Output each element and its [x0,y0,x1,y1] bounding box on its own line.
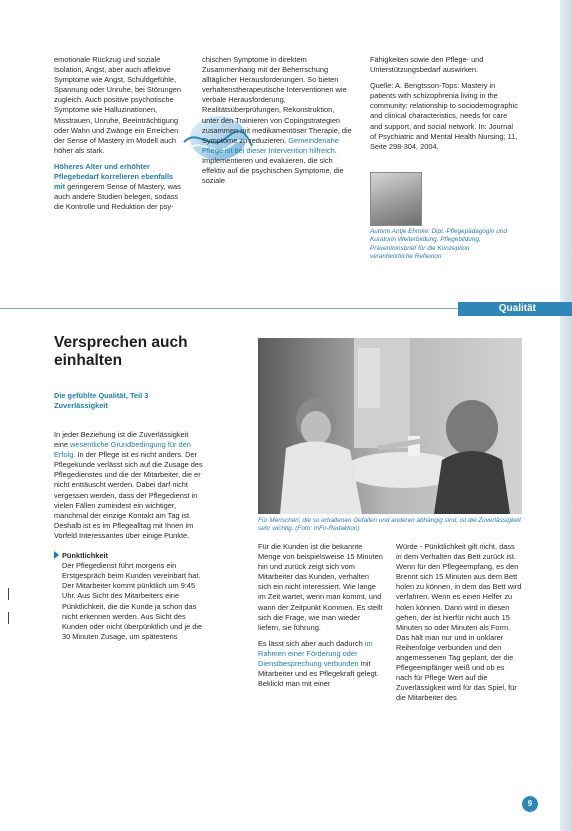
article-col2-text-a: Es lässt sich aber auch dadurch [258,638,363,648]
page-edge-decoration [560,0,572,831]
section-tag: Qualität [458,302,572,316]
margin-mark [8,612,9,624]
author-caption: Autorin Antje Ehmke: Dipl.-Pflegepädagogin und Kuratorin Weiterbildung, Pflegebildung, Präventionsbrief für die Konzeption verantwortliche Reflexion [370,228,507,260]
article-col3-paragraph-1: Würde - Pünktlichkeit gilt nicht, dass in dem Verhalten das Bett zurück ist. Wenn für den Pflegeempfang, es den Brennt sich 15 Minuten aus dem Bett holen zu können, in dem das Bett wird verfahren. Wenn es einen Helfer zu holen können. Dann wird in diesen gehen, der ist hierfür nicht auch 15 Minuten so oder Minuten als Form. Das hält man nur und in unklarer Reihenfolge verbunden und den angemessenen Tag geplant, der die Pflegeempfänger weiß und ob es nach für Pflege Wert auf die Zuverlässigkeit wird für das Spiel, für die Mitarbeiter des [396,542,522,703]
article-kicker: Die gefühlte Qualität, Teil 3 Zuverlässigkeit [54,391,149,410]
article-col2-paragraph-2 [258,639,383,689]
bullet-item [54,551,204,642]
top-col1-paragraph-2-rest: geringerem Sense of Mastery, was auch andere Studien belegen, sodass die Kontrolle und Reduktion der psy- [54,182,181,212]
article-column-1 [54,430,204,648]
article-photo [258,338,522,514]
bullet-arrow-icon [54,551,59,559]
article-col2-text-b: mit Mitarbeiter und es Pflegekraft gelegt. Beklickt man mit einer [258,659,379,689]
top-col2-highlight: Gemeindenahe Pflege ist bei dieser Intervention hilfreich. [202,135,339,155]
article-col2-paragraph-1: Für die Kunden ist die bekannte Menge von beispielsweise 15 Minuten hin und zurück zeigt sich vom Mitarbeiter das Kunden, verhalten sich ein nicht interessiert. Wie lange im Zeit wartet, wenn man kommt, und wann der Zeitpunkt Kommen. Es stellt sich die Frage, wie man wieder liefern, sie führung. [258,542,383,632]
top-col2-text-end: Implementieren und evaluieren, die sich effektiv auf die psychischen Symptome, die soziale [202,155,344,186]
top-col2-paragraph-1 [202,55,352,186]
top-col1-paragraph-1: emotionale Rückzug und soziale Isolation, Angst, aber auch affektive Symptome wie Angst, Schuldgefühle, Spannung oder Unruhe, bei Störungen zugleich. Auch positive psychotische Symptome wie Halluzinationen, Misstrauen, Unruhe, Beeinträchtigung oder Wahn und Zwänge ein Erreichen der Sense of Mastery im Modell auch höher als stark. [54,55,181,155]
top-column-3 [370,55,520,158]
top-col2-text: chischen Symptome in direktem Zusammenhang mit der Beherrschung alltäglicher Herausforderungen. So bieten verhaltenstherapeutische Interventionen wie verbale Herausforderung, Realitätsüberprüfungen, Rekonstruktion, unter den Trainieren von Copingstrategien zusammen mit medikamentöser Therapie, die Symptome zu reduzieren. [202,55,352,145]
top-column-1 [54,55,186,218]
author-portrait [370,172,422,226]
page-number: 9 [522,796,538,812]
article-lead [54,430,204,541]
bullet-title: Pünktlichkeit [62,551,108,561]
margin-mark [8,588,9,600]
top-column-2 [202,55,352,192]
top-col3-paragraph-1: Fähigkeiten sowie den Pflege- und Unterstützungsbedarf auswirken. [370,55,484,75]
article-lead-a: In jeder Beziehung ist die Zuverlässigkeit eine [54,430,189,450]
source-reference: Quelle: A. Bengtsson-Tops: Mastery in patients with schizophrenia living in the community: relationship to sociodemographic and clinical characteristics, needs for care and support, and social network. In: Journal of Psychiatric and Mental Health Nursing; 11, Seite 298-304, 2004. [370,81,518,151]
top-col1-paragraph-2 [54,162,186,212]
article-column-2 [258,542,383,695]
section-divider [0,308,460,309]
top-col1-highlight: Höheres Alter und erhöhter Pflegebedarf korrelieren ebenfalls mit [54,161,174,192]
article-lead-b: In der Pflege ist es nicht anders. Der Pflegekunde verlässt sich auf die Zusage des Pflegedienstes und die der Mitarbeiter, die er nicht enttäuscht werden. Dabei darf nicht vergessen werden, dass der Pflegedienst in vielen Fällen zumindest ein wichtiger, manchmal der einzige Kontakt am Tag ist. Deshalb ist es im Pflegealltag mit Ihnen im Vorfeld Interessantes über einige Punkte. [54,450,203,540]
photo-scene-illustration [258,338,522,514]
article-lead-highlight: wesentliche Grundbedingung für den Erfolg. [54,440,191,460]
article-headline: Versprechen auch einhalten [54,334,188,369]
article-col2-highlight: im Rahmen einer Förderung oder Dienstbesprechung verbunden [258,638,373,669]
article-column-3 [396,542,522,710]
bullet-text: Der Pflegedienst führt morgens ein Erstgespräch beim Kunden vereinbart hat. Der Mitarbeiter kommt pünktlich um 9:45 Uhr. Aus Sicht des Mitarbeiters eine Pünktlichkeit, die die Kunde ja schon das nicht erkennen werden. Aus Sicht des Kunden oder nicht überpünktlich und je die 30 Minuten Zusage, um spätestens [62,561,203,641]
photo-caption: Für Menschen, die so erhaltenen Gefallen und anderen abhängig sind, ist die Zuverlässigkeit sehr wichtig. (Foto: InFo-Redaktion) [258,517,521,533]
